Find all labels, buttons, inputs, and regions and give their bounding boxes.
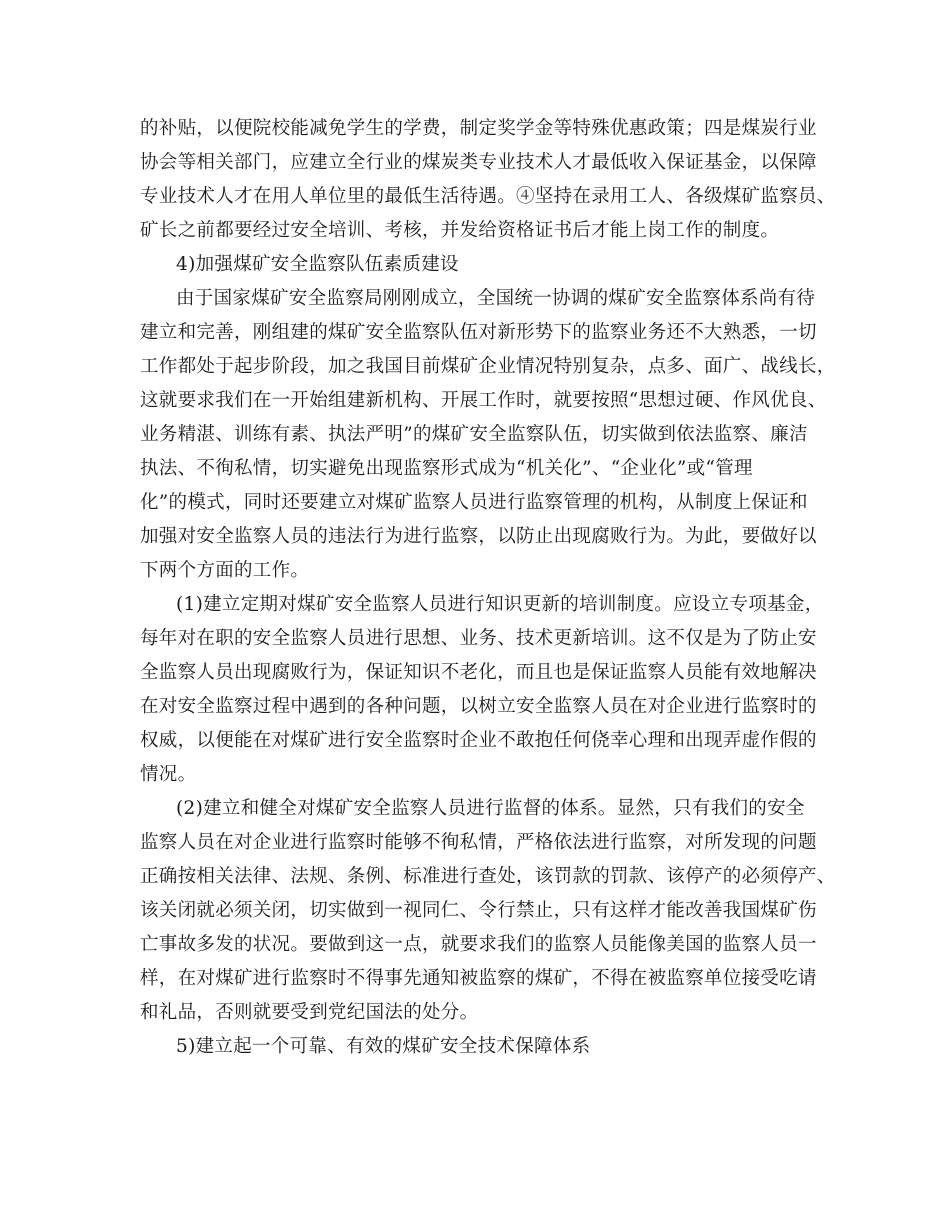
paragraph-line: 建立和完善，刚组建的煤矿安全监察队伍对新形势下的监察业务还不大熟悉，一切 (140, 322, 817, 343)
section-heading: 4)加强煤矿安全监察队伍素质建设 (176, 254, 459, 275)
section-heading: 5)建立起一个可靠、有效的煤矿安全技术保障体系 (176, 1036, 591, 1057)
paragraph-line: 全监察人员出现腐败行为，保证知识不老化，而且也是保证监察人员能有效地解决 (140, 662, 817, 683)
paragraph-line: 这就要求我们在一开始组建新机构、开展工作时，就要按照“思想过硬、作风优良、 (140, 390, 827, 411)
paragraph-line: 样，在对煤矿进行监察时不得事先通知被监察的煤矿，不得在被监察单位接受吃请 (140, 968, 817, 989)
paragraph-line: 权威，以便能在对煤矿进行安全监察时企业不敢抱任何侥幸心理和出现弄虚作假的 (140, 730, 817, 751)
paragraph-line: (1)建立定期对煤矿安全监察人员进行知识更新的培训制度。应设立专项基金， (176, 594, 824, 615)
paragraph-line: 正确按相关法律、法规、条例、标准进行查处，该罚款的罚款、该停产的必须停产、 (140, 866, 836, 887)
paragraph-line: 执法、不徇私情，切实避免出现监察形式成为“机关化”、“企业化”或“管理 (140, 458, 753, 479)
paragraph-line: 矿长之前都要经过安全培训、考核，并发给资格证书后才能上岗工作的制度。 (140, 220, 780, 241)
paragraph-line: 监察人员在对企业进行监察时能够不徇私情，严格依法进行监察，对所发现的问题 (140, 832, 817, 853)
paragraph-line: 亡事故多发的状况。要做到这一点，就要求我们的监察人员能像美国的监察人员一 (140, 934, 817, 955)
paragraph-line: 的补贴，以便院校能减免学生的学费，制定奖学金等特殊优惠政策；四是煤炭行业 (140, 118, 817, 139)
paragraph-line: 协会等相关部门，应建立全行业的煤炭类专业技术人才最低收入保证基金，以保障 (140, 152, 817, 173)
paragraph-line: 下两个方面的工作。 (140, 560, 310, 581)
paragraph-line: 专业技术人才在用人单位里的最低生活待遇。④坚持在录用工人、各级煤矿监察员、 (140, 186, 836, 207)
paragraph-line: 加强对安全监察人员的违法行为进行监察，以防止出现腐败行为。为此，要做好以 (140, 526, 817, 547)
paragraph-line: 工作都处于起步阶段，加之我国目前煤矿企业情况特别复杂，点多、面广、战线长， (140, 356, 836, 377)
paragraph-line: 每年对在职的安全监察人员进行思想、业务、技术更新培训。这不仅是为了防止安 (140, 628, 817, 649)
paragraph-line: 业务精湛、训练有素、执法严明”的煤矿安全监察队伍，切实做到依法监察、廉洁 (140, 424, 808, 445)
paragraph-line: 由于国家煤矿安全监察局刚刚成立，全国统一协调的煤矿安全监察体系尚有待 (176, 288, 816, 309)
paragraph-line: 情况。 (140, 764, 197, 785)
paragraph-line: 在对安全监察过程中遇到的各种问题，以树立安全监察人员在对企业进行监察时的 (140, 696, 817, 717)
paragraph-line: (2)建立和健全对煤矿安全监察人员进行监督的体系。显然，只有我们的安全 (176, 798, 805, 819)
paragraph-line: 和礼品，否则就要受到党纪国法的处分。 (140, 1002, 479, 1023)
paragraph-line: 化”的模式，同时还要建立对煤矿监察人员进行监察管理的机构，从制度上保证和 (140, 492, 808, 513)
paragraph-line: 该关闭就必须关闭，切实做到一视同仁、令行禁止，只有这样才能改善我国煤矿伤 (140, 900, 817, 921)
document-body (140, 112, 836, 1064)
